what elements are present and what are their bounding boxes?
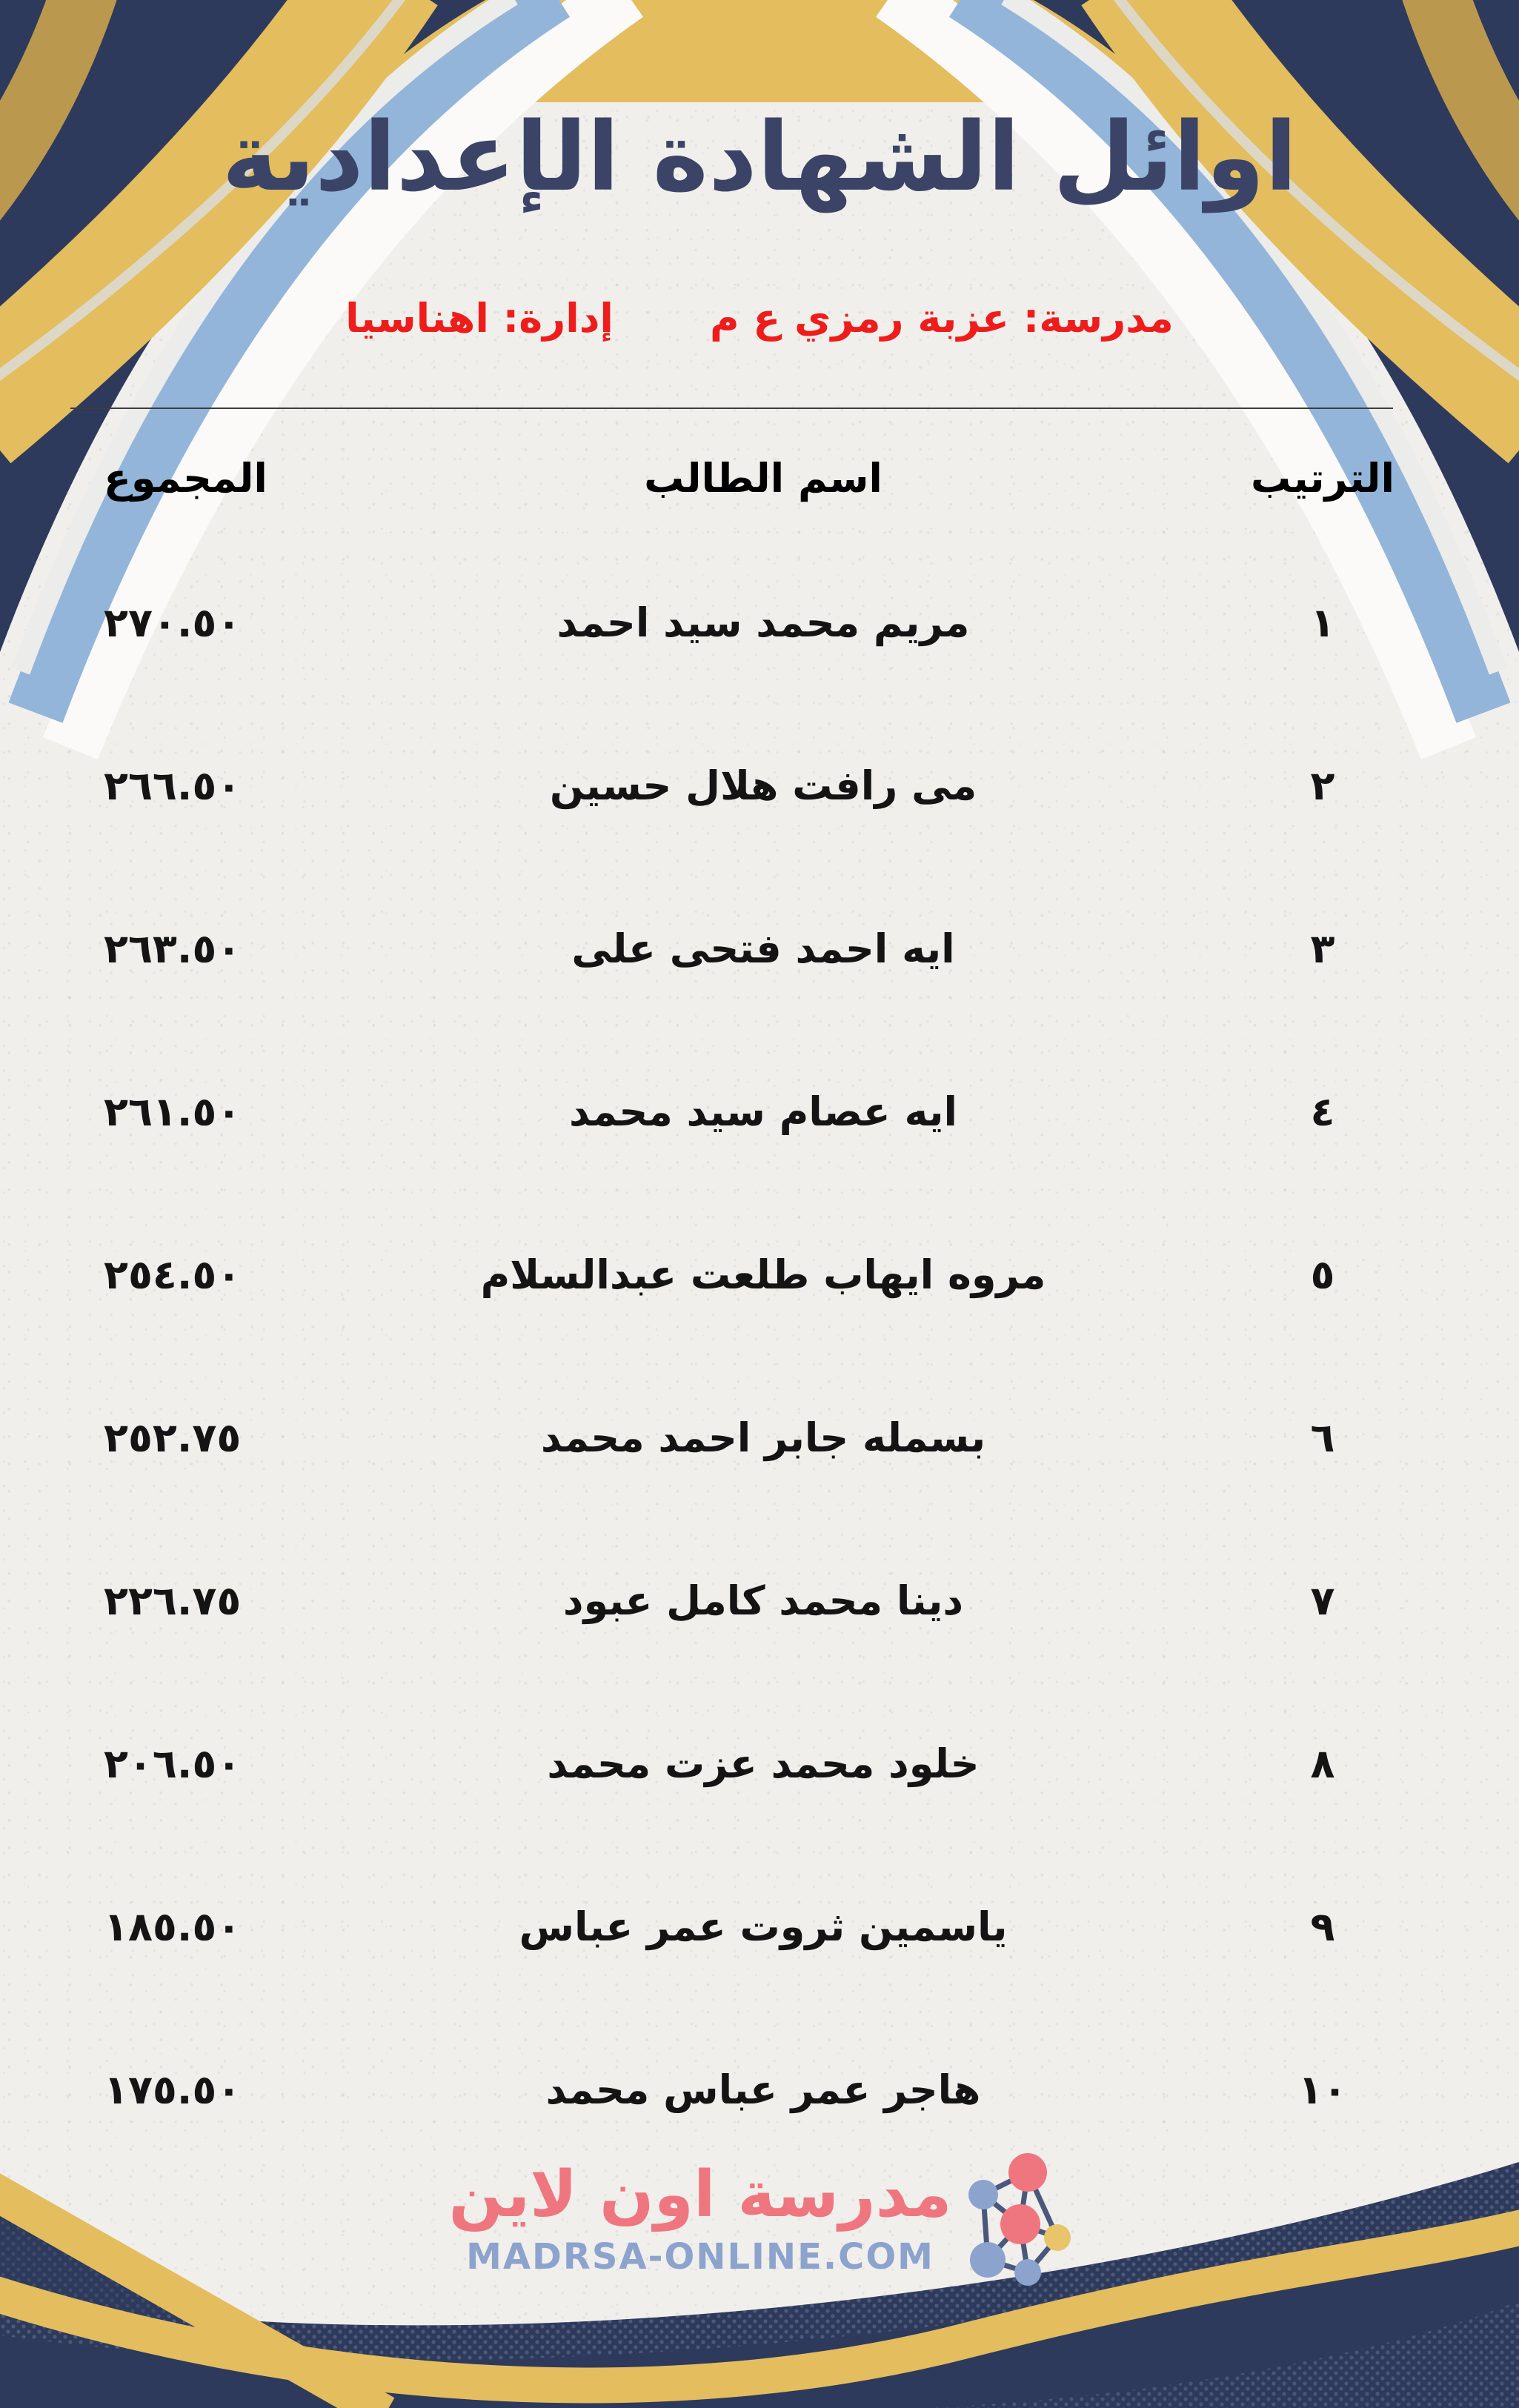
- site-logo: [0, 2149, 1519, 2286]
- network-graph-icon: [967, 2149, 1071, 2286]
- total-cell: ٢٦٣.٥٠: [104, 925, 242, 972]
- header-rank: الترتيب: [1251, 454, 1395, 502]
- rank-cell: ٤: [1310, 1088, 1335, 1135]
- school-info: [0, 295, 1519, 342]
- rank-cell: ٨: [1310, 1740, 1335, 1787]
- rank-cell: ٩: [1310, 1903, 1335, 1950]
- rank-cell: ١٠: [1298, 2066, 1347, 2113]
- rank-cell: ٦: [1310, 1414, 1335, 1461]
- logo-arabic-name: مدرسة اون لاين: [448, 2157, 952, 2232]
- total-cell: ٢٦١.٥٠: [104, 1088, 242, 1135]
- rank-cell: ٧: [1310, 1577, 1335, 1624]
- total-cell: ٢٦٦.٥٠: [104, 762, 242, 809]
- page-title: اوائل الشهادة الإعدادية: [222, 102, 1297, 213]
- name-cell: ايه عصام سيد محمد: [569, 1088, 957, 1135]
- logo-domain: MADRSA-ONLINE.COM: [466, 2235, 934, 2278]
- school-name-label: مدرسة: عزبة رمزي ع م: [709, 295, 1174, 342]
- header-name: اسم الطالب: [644, 454, 883, 502]
- name-cell: ايه احمد فتحى على: [571, 925, 955, 972]
- rank-cell: ٣: [1310, 925, 1335, 972]
- name-cell: بسمله جابر احمد محمد: [540, 1414, 986, 1461]
- total-cell: ٢٢٦.٧٥: [104, 1577, 242, 1624]
- admin-name-label: إدارة: اهناسيا: [345, 295, 614, 342]
- name-cell: مريم محمد سيد احمد: [556, 599, 970, 646]
- name-cell: هاجر عمر عباس محمد: [545, 2066, 981, 2113]
- logo-text: [448, 2158, 951, 2278]
- rank-cell: ٢: [1310, 762, 1335, 809]
- results-table: [74, 415, 1445, 2171]
- total-cell: ٢٥٤.٥٠: [104, 1251, 242, 1298]
- rank-cell: ٥: [1310, 1251, 1335, 1298]
- name-cell: دينا محمد كامل عبود: [562, 1577, 964, 1624]
- name-cell: مروه ايهاب طلعت عبدالسلام: [480, 1251, 1046, 1298]
- total-cell: ٢٧٠.٥٠: [104, 599, 242, 646]
- name-cell: مى رافت هلال حسين: [549, 762, 977, 809]
- name-cell: خلود محمد عزت محمد: [547, 1740, 980, 1787]
- total-cell: ١٨٥.٥٠: [104, 1903, 242, 1950]
- rank-cell: ١: [1310, 599, 1335, 646]
- total-cell: ١٧٥.٥٠: [104, 2066, 242, 2113]
- divider-line: [70, 408, 1393, 409]
- total-cell: ٢٠٦.٥٠: [104, 1740, 242, 1787]
- total-cell: ٢٥٢.٧٥: [104, 1414, 242, 1461]
- name-cell: ياسمين ثروت عمر عباس: [519, 1903, 1008, 1950]
- header-total: المجموع: [104, 454, 267, 502]
